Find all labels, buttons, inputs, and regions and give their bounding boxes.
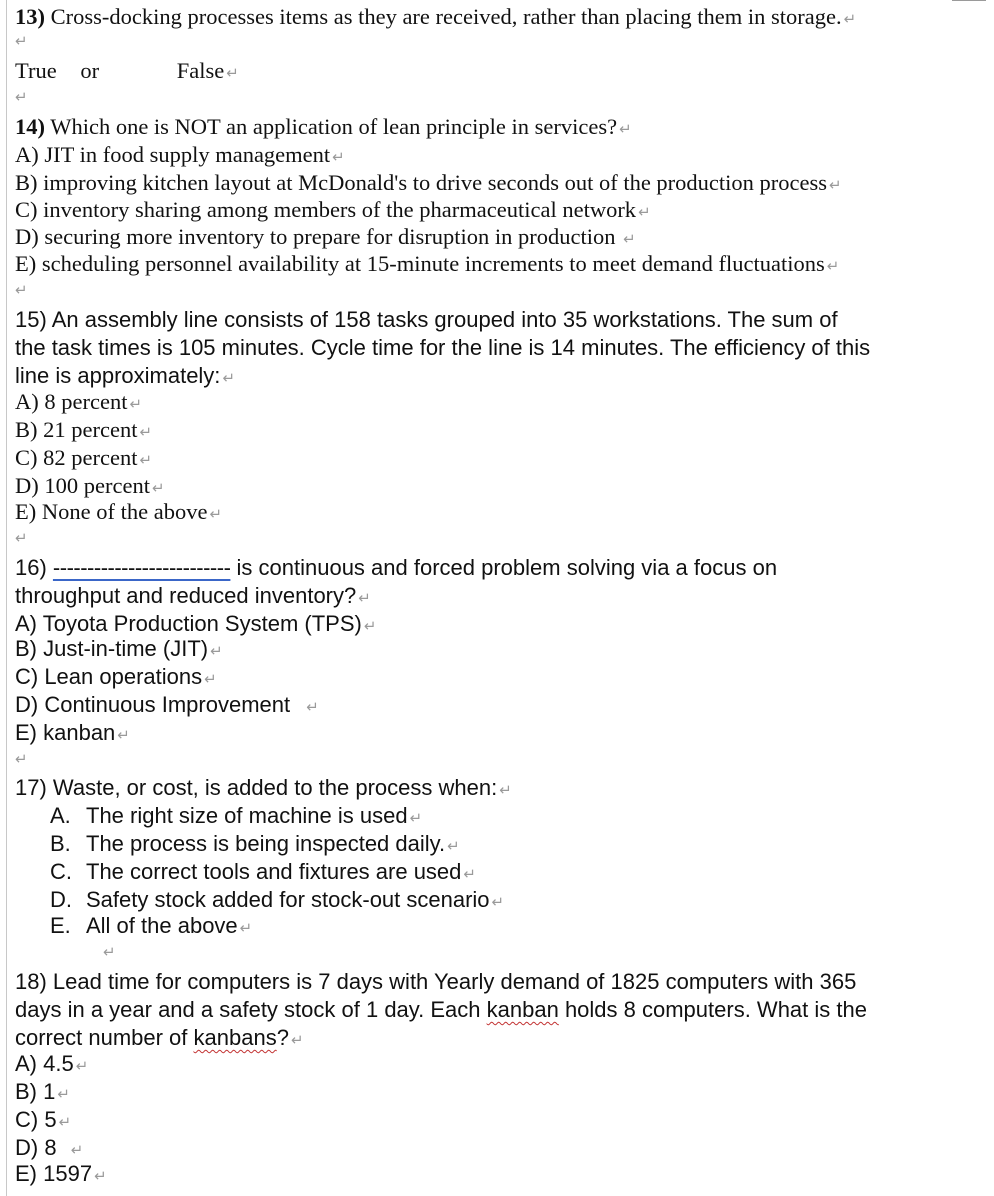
q16-option: C) Lean operations ↵ <box>15 664 217 689</box>
paragraph-mark-icon: ↵ <box>843 10 857 28</box>
q15-option: C) 82 percent ↵ <box>15 445 153 470</box>
q15-option: E) None of the above ↵ <box>15 499 223 524</box>
paragraph-mark-icon: ↵ <box>75 1057 89 1075</box>
q14-option: E) scheduling personnel availability at 15-minute increments to meet demand fluctuations ↵ <box>15 251 840 276</box>
q18-question-line: days in a year and a safety stock of 1 day. Each kanban holds 8 computers. What is the <box>15 997 867 1022</box>
q18-question-line: correct number of kanbans? ↵ <box>15 1025 304 1050</box>
q13-option-true: True <box>15 58 57 83</box>
paragraph-mark-icon: ↵ <box>15 529 28 547</box>
q15-question-line: 15) An assembly line consists of 158 tasks grouped into 35 workstations. The sum of <box>15 307 838 332</box>
q17-option: A. The right size of machine is used ↵ <box>50 803 423 828</box>
paragraph-mark-icon: ↵ <box>290 1031 304 1049</box>
q14-option: A) JIT in food supply management ↵ <box>15 142 345 167</box>
paragraph-mark-icon: ↵ <box>226 64 239 82</box>
q13-option-false: False <box>176 58 225 83</box>
q14-text: Which one is NOT an application of lean principle in services? <box>50 114 618 139</box>
paragraph-mark-icon: ↵ <box>619 120 632 138</box>
paragraph-mark-icon: ↵ <box>15 281 28 299</box>
q17-question: 17) Waste, or cost, is added to the process when: ↵ <box>15 775 512 800</box>
q17-option: E. All of the above ↵ <box>50 913 253 938</box>
paragraph-mark-icon: ↵ <box>409 809 423 827</box>
paragraph-mark-icon: ↵ <box>491 893 505 911</box>
q16-option: D) Continuous Improvement ↵ <box>15 692 319 717</box>
q18-option: B) 1 ↵ <box>15 1079 70 1104</box>
q14-number: 14) <box>15 114 45 139</box>
paragraph-mark-icon: ↵ <box>151 479 165 497</box>
q15-question-line: line is approximately: ↵ <box>15 363 236 388</box>
paragraph-mark-icon: ↵ <box>103 943 116 961</box>
q16-option: E) kanban ↵ <box>15 720 130 745</box>
q18-option: C) 5 ↵ <box>15 1107 72 1132</box>
paragraph-mark-icon: ↵ <box>332 148 345 166</box>
q14-option: C) inventory sharing among members of the pharmaceutical network ↵ <box>15 197 651 222</box>
spellcheck-word: kanban <box>486 997 559 1022</box>
paragraph-mark-icon: ↵ <box>15 750 28 768</box>
q13-question <box>15 4 856 30</box>
paragraph-mark-icon: ↵ <box>139 423 153 441</box>
q16-option: B) Just-in-time (JIT) ↵ <box>15 636 223 661</box>
q17-option: B. The process is being inspected daily. ↵ <box>50 831 460 856</box>
paragraph-mark-icon: ↵ <box>129 395 143 413</box>
paragraph-mark-icon: ↵ <box>306 698 319 716</box>
q13-option-or: or <box>80 58 100 83</box>
q16-blank: -------------------------- <box>52 555 231 580</box>
paragraph-mark-icon: ↵ <box>15 88 28 106</box>
q15-option: B) 21 percent ↵ <box>15 417 153 442</box>
page-left-border <box>6 0 7 1196</box>
paragraph-mark-icon: ↵ <box>117 726 130 744</box>
q17-option: C. The correct tools and fixtures are used ↵ <box>50 859 476 884</box>
q13-options <box>15 58 239 84</box>
q15-question-line: the task times is 105 minutes. Cycle time for the line is 14 minutes. The efficiency of this <box>15 335 871 360</box>
q13-text: Cross-docking processes items as they are received, rather than placing them in storage. <box>50 4 842 29</box>
q14-option: B) improving kitchen layout at McDonald's to drive seconds out of the production process ↵ <box>15 170 842 195</box>
q15-option: A) 8 percent ↵ <box>15 389 143 414</box>
q15-option: D) 100 percent ↵ <box>15 473 165 498</box>
paragraph-mark-icon: ↵ <box>70 1141 84 1159</box>
paragraph-mark-icon: ↵ <box>463 865 476 883</box>
q18-option: E) 1597 ↵ <box>15 1161 107 1186</box>
paragraph-mark-icon: ↵ <box>829 176 842 194</box>
q18-question-line: 18) Lead time for computers is 7 days with Yearly demand of 1825 computers with 365 <box>15 969 857 994</box>
paragraph-mark-icon: ↵ <box>94 1167 107 1185</box>
paragraph-mark-icon: ↵ <box>57 1085 70 1103</box>
q18-option: A) 4.5 ↵ <box>15 1051 89 1076</box>
paragraph-mark-icon: ↵ <box>623 230 636 248</box>
paragraph-mark-icon: ↵ <box>447 837 460 855</box>
paragraph-mark-icon: ↵ <box>204 670 217 688</box>
paragraph-mark-icon: ↵ <box>358 589 371 607</box>
paragraph-mark-icon: ↵ <box>826 257 840 275</box>
page-corner-mark <box>952 0 986 1</box>
paragraph-mark-icon: ↵ <box>15 32 28 50</box>
q16-question-line: throughput and reduced inventory? ↵ <box>15 583 371 608</box>
paragraph-mark-icon: ↵ <box>222 369 236 387</box>
spellcheck-word: kanbans <box>193 1025 277 1050</box>
q14-question <box>15 114 632 140</box>
q14-option: D) securing more inventory to prepare for disruption in production ↵ <box>15 224 636 249</box>
paragraph-mark-icon: ↵ <box>363 617 377 635</box>
paragraph-mark-icon: ↵ <box>210 642 223 660</box>
q17-option: D. Safety stock added for stock-out scenario ↵ <box>50 887 505 912</box>
paragraph-mark-icon: ↵ <box>239 919 253 937</box>
paragraph-mark-icon: ↵ <box>139 451 153 469</box>
paragraph-mark-icon: ↵ <box>638 203 651 221</box>
q13-number: 13) <box>15 4 45 29</box>
q16-number: 16) <box>15 555 53 580</box>
q16-option: A) Toyota Production System (TPS) ↵ <box>15 611 377 636</box>
q18-option: D) 8 ↵ <box>15 1135 84 1160</box>
q16-question-line <box>15 555 777 581</box>
paragraph-mark-icon: ↵ <box>499 781 512 799</box>
paragraph-mark-icon: ↵ <box>209 505 223 523</box>
q16-text: is continuous and forced problem solving via a focus on <box>230 555 778 580</box>
paragraph-mark-icon: ↵ <box>58 1113 72 1131</box>
